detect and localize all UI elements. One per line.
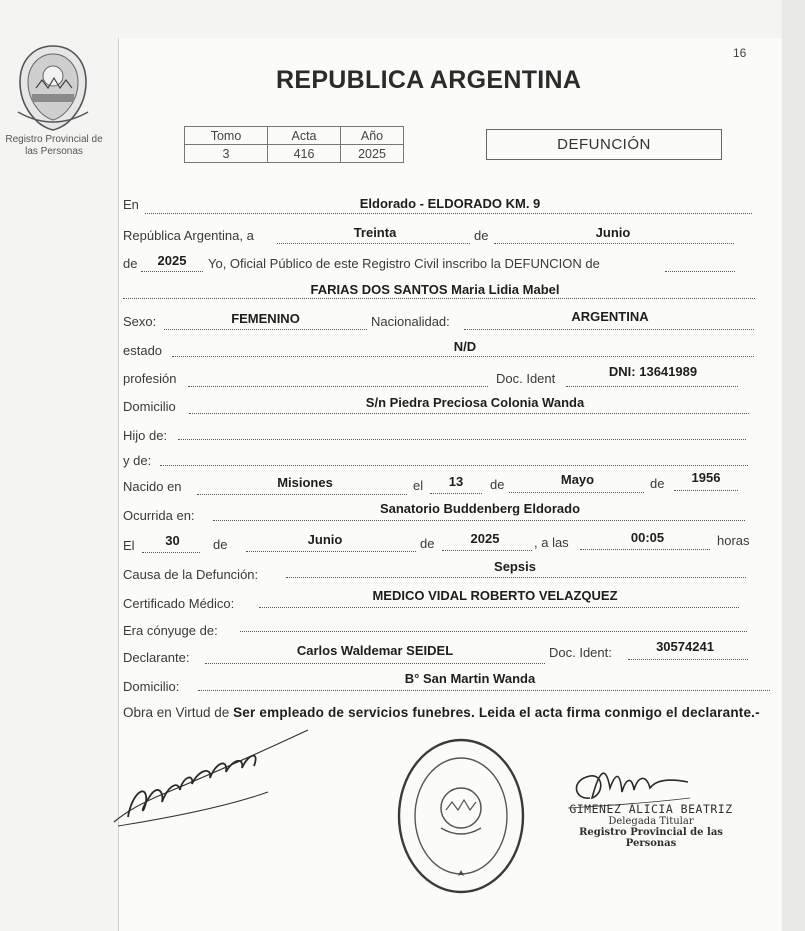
label-de: de: [474, 228, 489, 243]
line-nacido-en: [197, 494, 407, 495]
value-nombre: FARIAS DOS SANTOS Maria Lidia Mabel: [310, 282, 560, 297]
line-dia: [277, 243, 470, 244]
official-role: Delegada Titular: [608, 816, 694, 827]
value-nacido-en: Misiones: [277, 475, 333, 490]
label-doc-ident: Doc. Ident: [496, 371, 556, 386]
line-y-de: [160, 465, 748, 466]
line-lugar: [145, 213, 752, 214]
header-acta: Acta: [268, 127, 341, 145]
label-obra: Obra en Virtud de: [123, 705, 230, 720]
official-name: GIMENEZ ALICIA BEATRIZ: [569, 802, 733, 816]
value-domicilio-2: B° San Martin Wanda: [404, 671, 536, 686]
page-title: REPUBLICA ARGENTINA: [276, 66, 582, 94]
line-profesion: [188, 386, 488, 387]
value-hora: 00:05: [630, 530, 665, 545]
label-nacido-en: Nacido en: [123, 479, 182, 494]
label-de-d2: de: [420, 536, 435, 551]
line-nombre: [123, 298, 755, 299]
line-nac-dia: [430, 493, 482, 494]
label-el: el: [413, 478, 424, 493]
line-sexo: [164, 329, 367, 330]
value-def-dia: 30: [165, 533, 180, 548]
label-domicilio: Domicilio: [123, 399, 176, 414]
value-acta: 416: [268, 145, 341, 163]
act-type-box: DEFUNCIÓN: [486, 129, 722, 160]
label-nacionalidad: Nacionalidad:: [371, 314, 450, 329]
line-nac-anio: [674, 490, 738, 491]
line-declarante-doc: [628, 659, 748, 660]
label-en: En: [123, 197, 139, 212]
label-sexo: Sexo:: [123, 314, 157, 329]
label-doc-ident-2: Doc. Ident:: [549, 645, 612, 660]
label-profesion: profesión: [123, 371, 177, 386]
declarant-signature: [108, 722, 318, 832]
value-declarante-doc: 30574241: [656, 639, 714, 654]
line-yo-end: [665, 271, 735, 272]
line-mes: [494, 243, 734, 244]
registry-name: Registro Provincial de las Personas: [5, 134, 103, 157]
label-republica: República Argentina, a: [123, 228, 254, 243]
label-de-year: de: [123, 256, 138, 271]
value-nacionalidad: ARGENTINA: [571, 309, 649, 324]
line-causa: [286, 577, 746, 578]
line-def-dia: [142, 552, 200, 553]
value-certificado: MEDICO VIDAL ROBERTO VELAZQUEZ: [372, 588, 618, 603]
label-de-b1: de: [490, 477, 505, 492]
line-anio: [141, 271, 203, 272]
value-ocurrida-en: Sanatorio Buddenberg Eldorado: [379, 501, 581, 516]
label-hijo-de: Hijo de:: [123, 428, 168, 443]
value-def-anio: 2025: [470, 531, 500, 546]
label-yo: Yo, Oficial Público de este Registro Civil inscribo la DEFUNCION de: [208, 256, 600, 271]
label-certificado: Certificado Médico:: [123, 596, 235, 611]
header-tomo: Tomo: [185, 127, 268, 145]
line-nacionalidad: [464, 329, 754, 330]
value-estado: N/D: [453, 339, 477, 354]
value-lugar: Eldorado - ELDORADO KM. 9: [359, 196, 541, 211]
line-declarante: [205, 663, 545, 664]
value-sexo: FEMENINO: [231, 311, 300, 326]
label-el-date: El: [123, 538, 135, 553]
label-de-d1: de: [213, 537, 228, 552]
value-dni: DNI: 13641989: [608, 364, 698, 379]
value-declarante: Carlos Waldemar SEIDEL: [296, 643, 454, 658]
line-hora: [580, 549, 710, 550]
line-certificado: [259, 607, 739, 608]
line-domicilio: [189, 413, 749, 414]
official-block: [556, 802, 746, 849]
value-tomo: 3: [185, 145, 268, 163]
label-horas: horas: [717, 533, 750, 548]
page-number: 16: [733, 46, 747, 60]
header-anio: Año: [341, 127, 404, 145]
value-obra: Ser empleado de servicios funebres. Leida el acta firma conmigo el declarante.-: [233, 705, 760, 720]
value-dia-letras: Treinta: [353, 225, 397, 240]
label-a-las: , a las: [534, 535, 569, 550]
value-nac-anio: 1956: [691, 470, 721, 485]
value-nac-mes: Mayo: [560, 472, 595, 487]
page-edge: [782, 0, 805, 931]
line-hijo-de: [178, 439, 746, 440]
label-de-b2: de: [650, 476, 665, 491]
tomo-acta-anio-table: [184, 126, 404, 163]
value-mes: Junio: [595, 225, 631, 240]
line-conyuge: [240, 631, 747, 632]
line-def-mes: [246, 551, 416, 552]
province-crest-icon: [12, 42, 94, 132]
label-declarante: Declarante:: [123, 650, 190, 665]
value-causa: Sepsis: [494, 559, 536, 574]
line-dni: [566, 386, 738, 387]
value-anio: 2025: [157, 253, 187, 268]
label-conyuge: Era cónyuge de:: [123, 623, 218, 638]
line-ocurrida-en: [213, 520, 745, 521]
value-anio: 2025: [341, 145, 404, 163]
label-ocurrida-en: Ocurrida en:: [123, 508, 195, 523]
label-y-de: y de:: [123, 453, 152, 468]
official-stamp: [394, 736, 528, 896]
line-def-anio: [442, 550, 532, 551]
line-estado: [172, 356, 754, 357]
value-def-mes: Junio: [307, 532, 343, 547]
label-estado: estado: [123, 343, 163, 358]
official-office: Registro Provincial de las Personas: [579, 827, 723, 849]
line-domicilio-2: [198, 690, 770, 691]
value-nac-dia: 13: [448, 474, 464, 489]
label-domicilio-2: Domicilio:: [123, 679, 180, 694]
label-causa: Causa de la Defunción:: [123, 567, 259, 582]
value-domicilio: S/n Piedra Preciosa Colonia Wanda: [365, 395, 585, 410]
line-nac-mes: [509, 492, 644, 493]
